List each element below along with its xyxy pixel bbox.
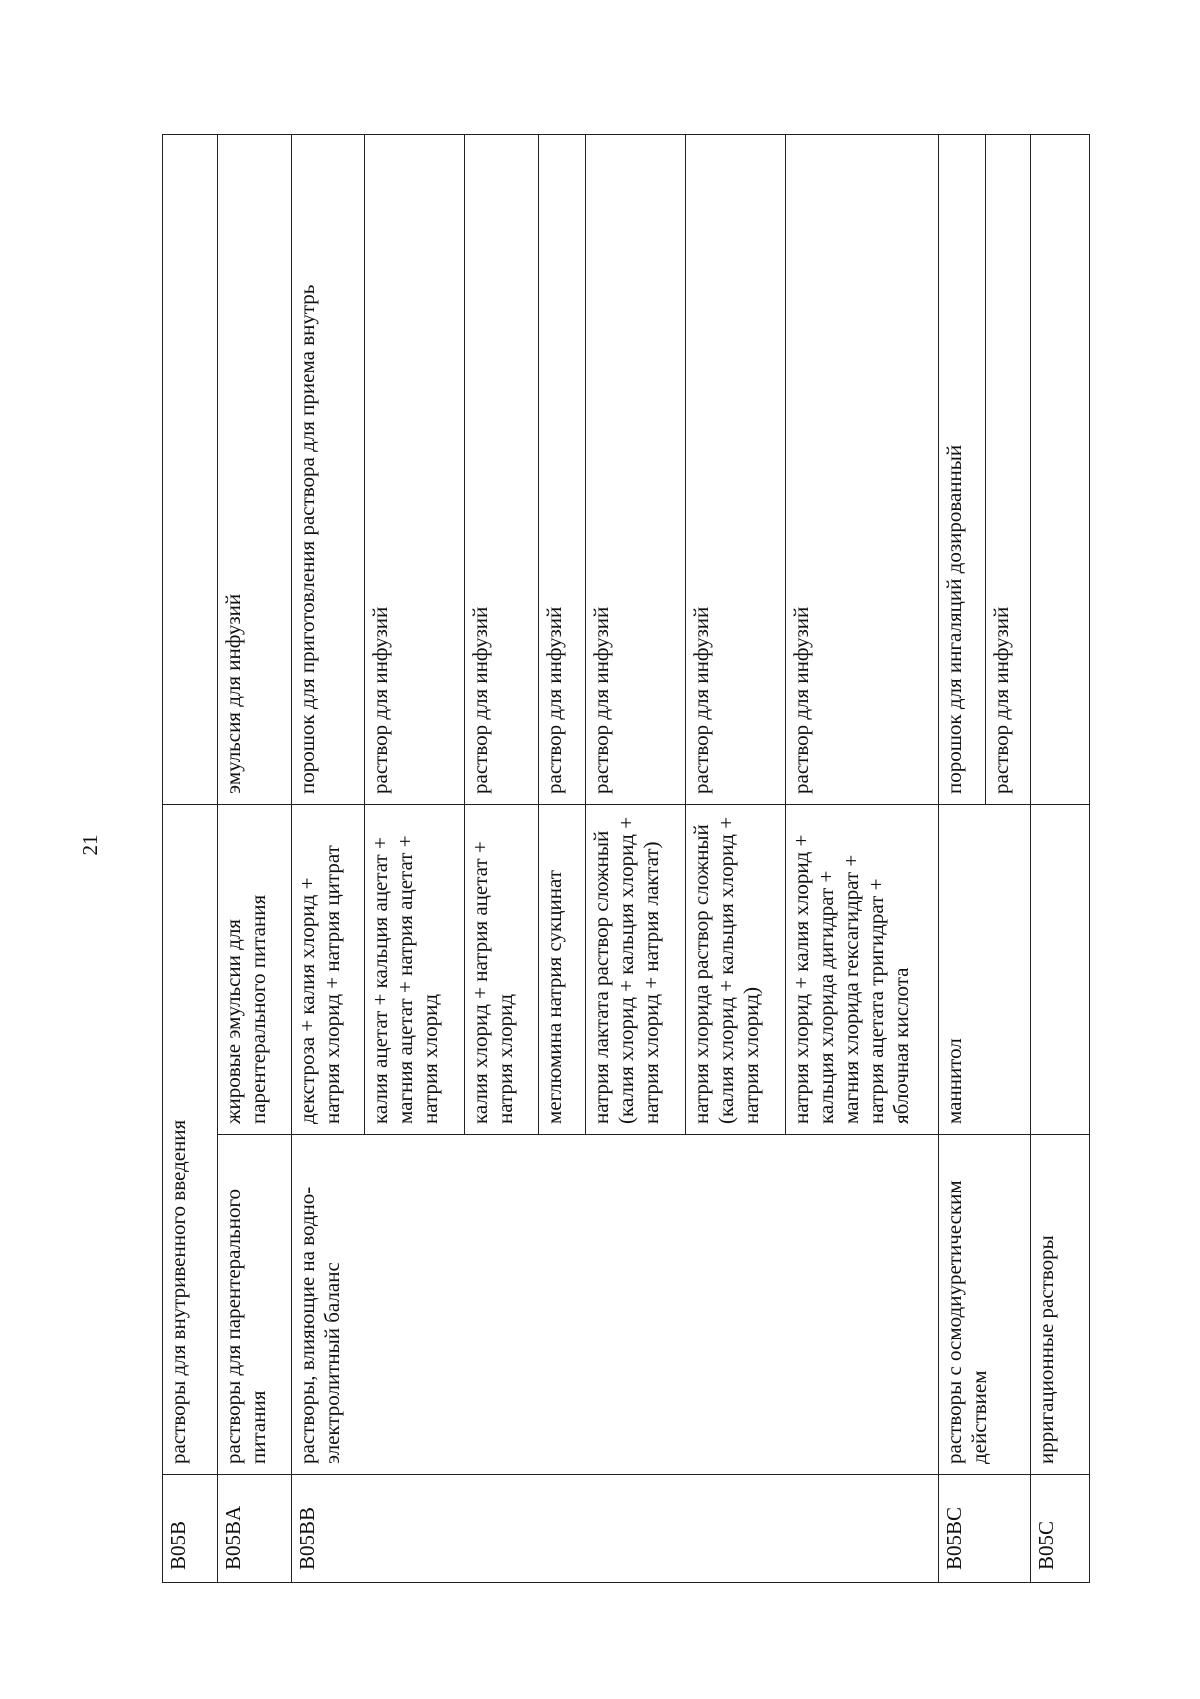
drug-cell: маннитол xyxy=(938,805,1030,1135)
table-row xyxy=(163,135,218,1583)
table-row xyxy=(218,135,292,1583)
table-row xyxy=(1030,135,1089,1583)
form-cell: раствор для инфузий xyxy=(538,135,585,805)
form-cell: раствор для инфузий xyxy=(465,135,539,805)
drug-cell: калия ацетат + кальция ацетат + магния ацетат + натрия ацетат + натрия хлорид xyxy=(365,805,465,1135)
form-cell: порошок для ингаляций дозированный xyxy=(938,135,985,805)
group-cell: растворы с осмодиуретическим действием xyxy=(938,1135,1030,1475)
form-cell: раствор для инфузий xyxy=(365,135,465,805)
drug-cell: декстроза + калия хлорид + натрия хлорид + натрия цитрат xyxy=(291,805,365,1135)
atc-code-cell: B05BC xyxy=(938,1475,1030,1583)
rotated-table-container xyxy=(162,135,1090,1583)
form-cell: раствор для инфузий xyxy=(685,135,785,805)
form-cell: раствор для инфузий xyxy=(785,135,938,805)
drug-cell: натрия хлорид + калия хлорид + кальция хлорида дигидрат + магния хлорида гексагидрат + натрия ацетата тригидрат + яблочная кислота xyxy=(785,805,938,1135)
form-cell: эмульсия для инфузий xyxy=(218,135,292,805)
table-row xyxy=(291,135,365,1583)
form-cell: порошок для приготовления раствора для приема внутрь xyxy=(291,135,365,805)
atc-code-cell: B05BA xyxy=(218,1475,292,1583)
drug-classification-table xyxy=(162,134,1090,1583)
group-cell: растворы для парентерального питания xyxy=(218,1135,292,1475)
drug-cell: натрия хлорида раствор сложный (калия хлорид + кальция хлорид + натрия хлорид) xyxy=(685,805,785,1135)
drug-cell: калия хлорид + натрия ацетат + натрия хлорид xyxy=(465,805,539,1135)
page-number: 21 xyxy=(77,834,102,856)
table-row xyxy=(938,135,985,1583)
drug-cell: меглюмина натрия сукцинат xyxy=(538,805,585,1135)
drug-cell: натрия лактата раствор сложный (калия хлорид + кальция хлорид + натрия хлорид + натрия лактат) xyxy=(585,805,685,1135)
form-cell xyxy=(163,135,218,805)
group-cell: растворы для внутривенного введения xyxy=(163,805,218,1475)
atc-code-cell: B05C xyxy=(1030,1475,1089,1583)
form-cell: раствор для инфузий xyxy=(585,135,685,805)
drug-cell xyxy=(1030,805,1089,1135)
form-cell: раствор для инфузий xyxy=(985,135,1030,805)
atc-code-cell: B05BB xyxy=(291,1475,938,1583)
group-cell: ирригационные растворы xyxy=(1030,1135,1089,1475)
drug-cell: жировые эмульсии для парентерального питания xyxy=(218,805,292,1135)
atc-code-cell: B05B xyxy=(163,1475,218,1583)
group-cell: растворы, влияющие на водно-электролитный баланс xyxy=(291,1135,938,1475)
form-cell xyxy=(1030,135,1089,805)
